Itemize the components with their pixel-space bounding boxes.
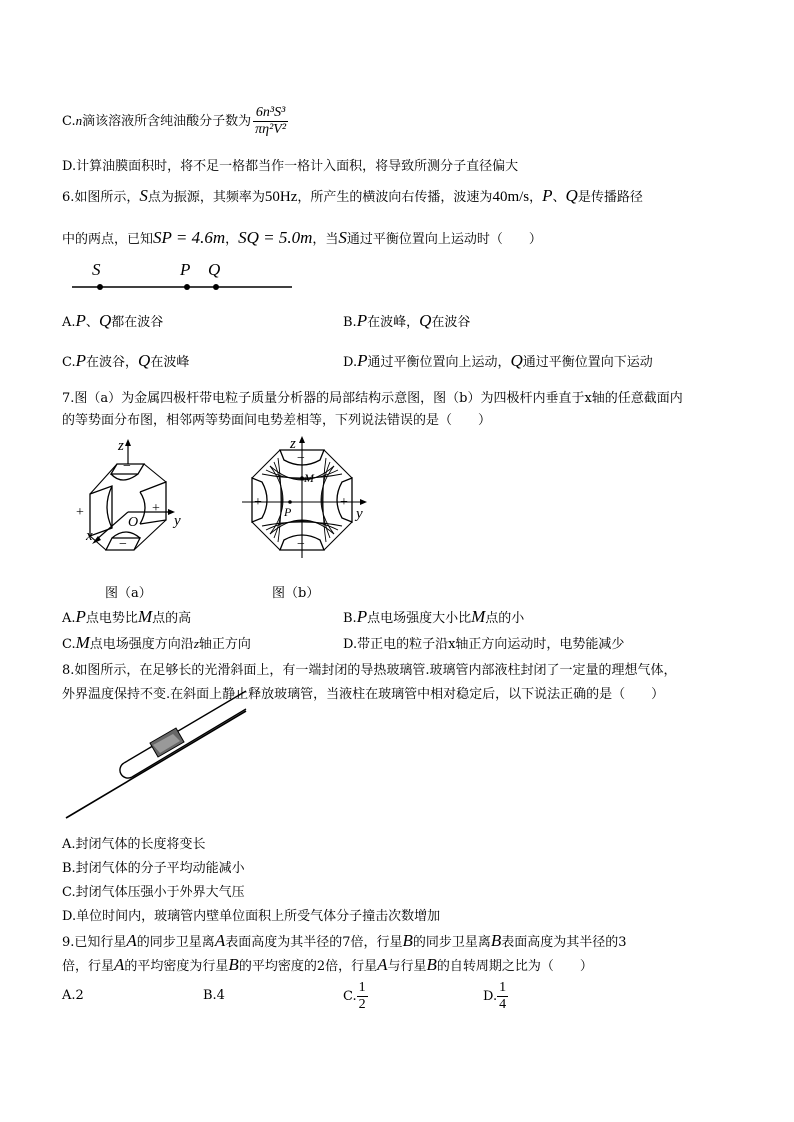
q7-option-a: A.P点电势比M点的高 <box>62 607 192 626</box>
q7-figure-a <box>62 436 202 576</box>
q5-option-d: D.计算油膜面积时，将不足一格都当作一格计入面积，将导致所测分子直径偏大 <box>62 159 519 174</box>
q5-option-c: C.n滴该溶液所含纯油酸分子数为 $\frac{\text{6n³S³}}{\text{πη²V²}}$ <box>62 105 287 137</box>
q7-option-b: B.P点电场强度大小比M点的小 <box>343 607 525 626</box>
q6-option-c: C.P在波谷，Q在波峰 <box>62 351 190 370</box>
q6-stem-line1: 6.如图所示，S点为振源，其频率为50Hz，所产生的横波向右传播，波速为40m/s，P、Q是传播路径 <box>62 186 643 205</box>
q7-stem-line2: 的等势面分布图，相邻两等势面间电势差相等，下列说法错误的是（ ） <box>62 413 492 428</box>
q6-fig-label-p: P <box>180 260 191 279</box>
q7b-label-z: z <box>290 436 296 452</box>
q7-figure-b <box>240 436 370 561</box>
q8-option-c: C.封闭气体压强小于外界大气压 <box>62 885 245 900</box>
q7a-label-z: z <box>118 438 124 454</box>
q6-fig-label-s: S <box>92 260 101 279</box>
q6-fig-label-q: Q <box>208 260 221 279</box>
q9-stem-line1: 9.已知行星A的同步卫星离A表面高度为其半径的7倍，行星B的同步卫星离B表面高度为其半径的3 <box>62 931 627 950</box>
q5-fraction: $\frac{\text{6n³S³}}{\text{πη²V²}}$ <box>255 105 287 137</box>
svg-text:−: − <box>297 537 305 552</box>
q8-stem-line1: 8.如图所示，在足够长的光滑斜面上，有一端封闭的导热玻璃管.玻璃管内部液柱封闭了一定量的理想气体， <box>62 663 677 678</box>
q6-option-d: D.P通过平衡位置向上运动，Q通过平衡位置向下运动 <box>343 351 653 370</box>
svg-text:+: + <box>254 495 262 510</box>
q9-option-b: B.4 <box>203 988 225 1003</box>
q9-stem-line2: 倍，行星A的平均密度为行星B的平均密度的2倍，行星A与行星B的自转周期之比为（ ） <box>62 955 593 974</box>
q7b-label-p: P <box>284 505 292 519</box>
svg-text:−: − <box>119 537 127 552</box>
q8-option-b: B.封闭气体的分子平均动能减小 <box>62 861 245 876</box>
svg-text:−: − <box>297 451 305 466</box>
q7a-label-x: x <box>86 528 93 544</box>
q9-option-d: D. $\frac{1}{4}$ <box>483 980 507 1012</box>
q6-option-a: A.P、Q都在波谷 <box>62 311 164 330</box>
q8-stem-line2: 外界温度保持不变.在斜面上静止释放玻璃管，当液柱在玻璃管中相对稳定后，以下说法正确的是（ ） <box>62 687 665 702</box>
svg-text:+: + <box>340 495 348 510</box>
q7-caption-b: 图（b） <box>272 586 320 601</box>
q8-incline-figure <box>62 705 252 823</box>
svg-text:+: + <box>152 501 160 516</box>
q8-option-a: A.封闭气体的长度将变长 <box>62 837 206 852</box>
q9-option-c: C. $\frac{1}{2}$ <box>343 980 366 1012</box>
q7a-label-o: O <box>128 515 139 530</box>
q8-option-d: D.单位时间内，玻璃管内壁单位面积上所受气体分子撞击次数增加 <box>62 909 441 924</box>
q7-option-c: C.M点电场强度方向沿z轴正方向 <box>62 633 251 652</box>
q7-caption-a: 图（a） <box>105 586 152 601</box>
q7a-label-y: y <box>174 513 181 529</box>
svg-text:+: + <box>76 505 84 520</box>
q6-option-b: B.P在波峰，Q在波谷 <box>343 311 471 330</box>
q7-option-d: D.带正电的粒子沿x轴正方向运动时，电势能减少 <box>343 637 625 652</box>
svg-text:−: − <box>123 459 131 474</box>
q6-stem-line2: 中的两点，已知SP = 4.6m，SQ = 5.0m，当S通过平衡位置向上运动时（ ） <box>62 228 542 247</box>
q9-option-a: A.2 <box>62 988 84 1003</box>
q7b-label-m: M <box>304 471 314 485</box>
q6-wave-figure <box>70 260 295 295</box>
q7-stem-line1: 7.图（a）为金属四极杆带电粒子质量分析器的局部结构示意图，图（b）为四极杆内垂直于x轴的任意截面内 <box>62 391 683 406</box>
q7b-label-y: y <box>356 506 363 522</box>
